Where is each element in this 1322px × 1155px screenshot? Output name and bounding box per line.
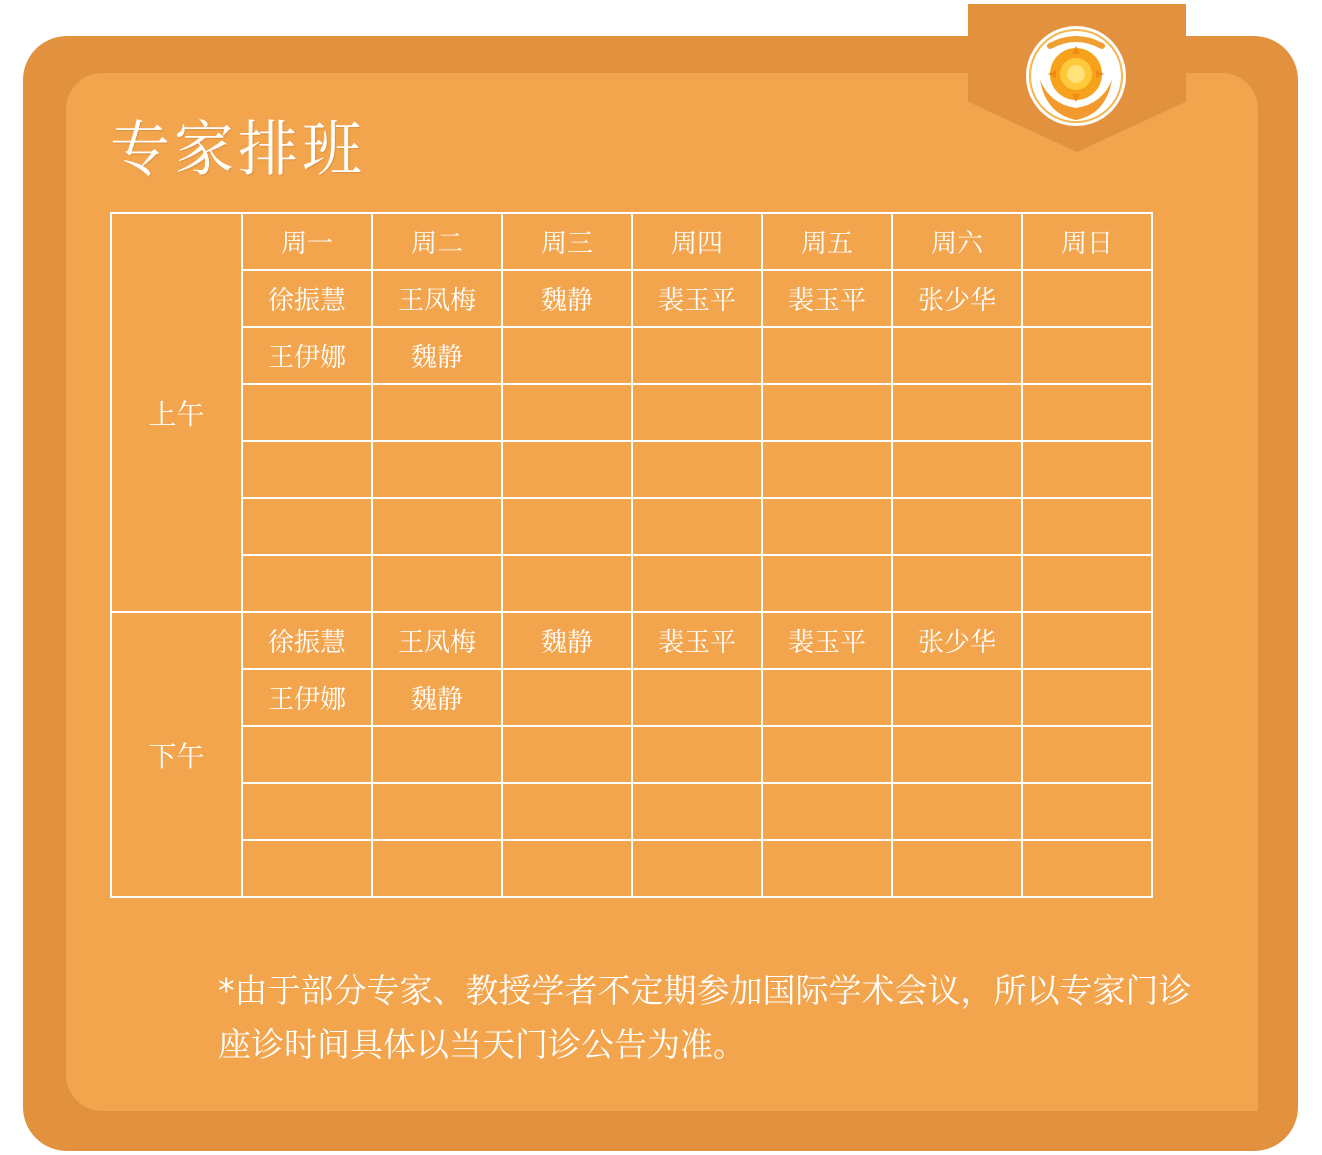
schedule-cell [502,498,632,555]
schedule-cell [762,498,892,555]
day-header: 周日 [1022,213,1152,270]
sun-hands-logo-icon [1024,24,1128,128]
schedule-cell: 王凤梅 [372,612,502,669]
schedule-cell: 徐振慧 [242,270,372,327]
day-header: 周五 [762,213,892,270]
schedule-cell [1022,555,1152,612]
schedule-cell [892,384,1022,441]
schedule-cell: 王伊娜 [242,669,372,726]
schedule-cell [502,441,632,498]
schedule-cell: 魏静 [502,270,632,327]
schedule-cell: 裴玉平 [632,270,762,327]
schedule-cell [1022,840,1152,897]
schedule-cell [372,783,502,840]
schedule-row [111,726,1152,783]
schedule-row [111,669,1152,726]
schedule-row [111,555,1152,612]
schedule-row [111,783,1152,840]
schedule-cell [502,327,632,384]
schedule-cell [762,384,892,441]
schedule-cell [502,555,632,612]
schedule-cell [372,498,502,555]
schedule-cell [632,669,762,726]
session-label-afternoon: 下午 [111,612,242,897]
schedule-cell [502,669,632,726]
schedule-cell [762,327,892,384]
schedule-row [111,840,1152,897]
schedule-cell [1022,441,1152,498]
schedule-cell [632,840,762,897]
schedule-cell [892,726,1022,783]
schedule-cell [632,783,762,840]
schedule-cell [632,327,762,384]
schedule-cell [762,669,892,726]
schedule-cell [762,441,892,498]
schedule-cell [502,783,632,840]
schedule-cell [242,441,372,498]
schedule-row [111,270,1152,327]
schedule-cell [762,840,892,897]
schedule-cell [1022,327,1152,384]
schedule-cell [502,726,632,783]
schedule-cell [892,441,1022,498]
schedule-cell [372,441,502,498]
schedule-cell [372,384,502,441]
schedule-cell [632,441,762,498]
schedule-cell: 裴玉平 [632,612,762,669]
session-label-morning: 上午 [111,213,242,612]
schedule-cell [1022,498,1152,555]
schedule-cell [502,384,632,441]
schedule-cell [502,840,632,897]
schedule-row [111,327,1152,384]
schedule-cell [892,783,1022,840]
schedule-cell [1022,612,1152,669]
header-row [111,213,1152,270]
schedule-cell [242,384,372,441]
schedule-cell [762,783,892,840]
schedule-note: *由于部分专家、教授学者不定期参加国际学术会议，所以专家门诊座诊时间具体以当天门诊公告为准。 [218,971,1192,1064]
schedule-cell [242,726,372,783]
day-header: 周三 [502,213,632,270]
schedule-cell [372,840,502,897]
day-header: 周二 [372,213,502,270]
schedule-cell [762,726,892,783]
day-header: 周一 [242,213,372,270]
schedule-row [111,384,1152,441]
schedule-row [111,441,1152,498]
schedule-row [111,498,1152,555]
schedule-cell: 魏静 [372,327,502,384]
schedule-cell [242,840,372,897]
day-header: 周四 [632,213,762,270]
schedule-cell [892,669,1022,726]
schedule-cell [372,555,502,612]
day-header: 周六 [892,213,1022,270]
schedule-cell [762,555,892,612]
schedule-cell: 裴玉平 [762,270,892,327]
schedule-cell [892,327,1022,384]
schedule-cell [242,498,372,555]
schedule-cell [372,726,502,783]
schedule-cell [1022,270,1152,327]
schedule-cell: 张少华 [892,612,1022,669]
schedule-cell [242,555,372,612]
schedule-cell [1022,783,1152,840]
schedule-cell [892,498,1022,555]
schedule-cell: 张少华 [892,270,1022,327]
schedule-cell [1022,726,1152,783]
schedule-cell [242,783,372,840]
schedule-cell [1022,384,1152,441]
schedule-cell: 魏静 [372,669,502,726]
schedule-table [110,212,1153,898]
schedule-cell [892,840,1022,897]
schedule-cell: 徐振慧 [242,612,372,669]
schedule-cell [632,726,762,783]
schedule-cell [1022,669,1152,726]
schedule-cell [632,498,762,555]
schedule-cell: 裴玉平 [762,612,892,669]
schedule-cell: 魏静 [502,612,632,669]
schedule-cell: 王凤梅 [372,270,502,327]
schedule-cell [632,555,762,612]
page-title: 专家排班 [110,115,366,185]
schedule-cell: 王伊娜 [242,327,372,384]
schedule-cell [632,384,762,441]
schedule-cell [892,555,1022,612]
schedule-row [111,612,1152,669]
